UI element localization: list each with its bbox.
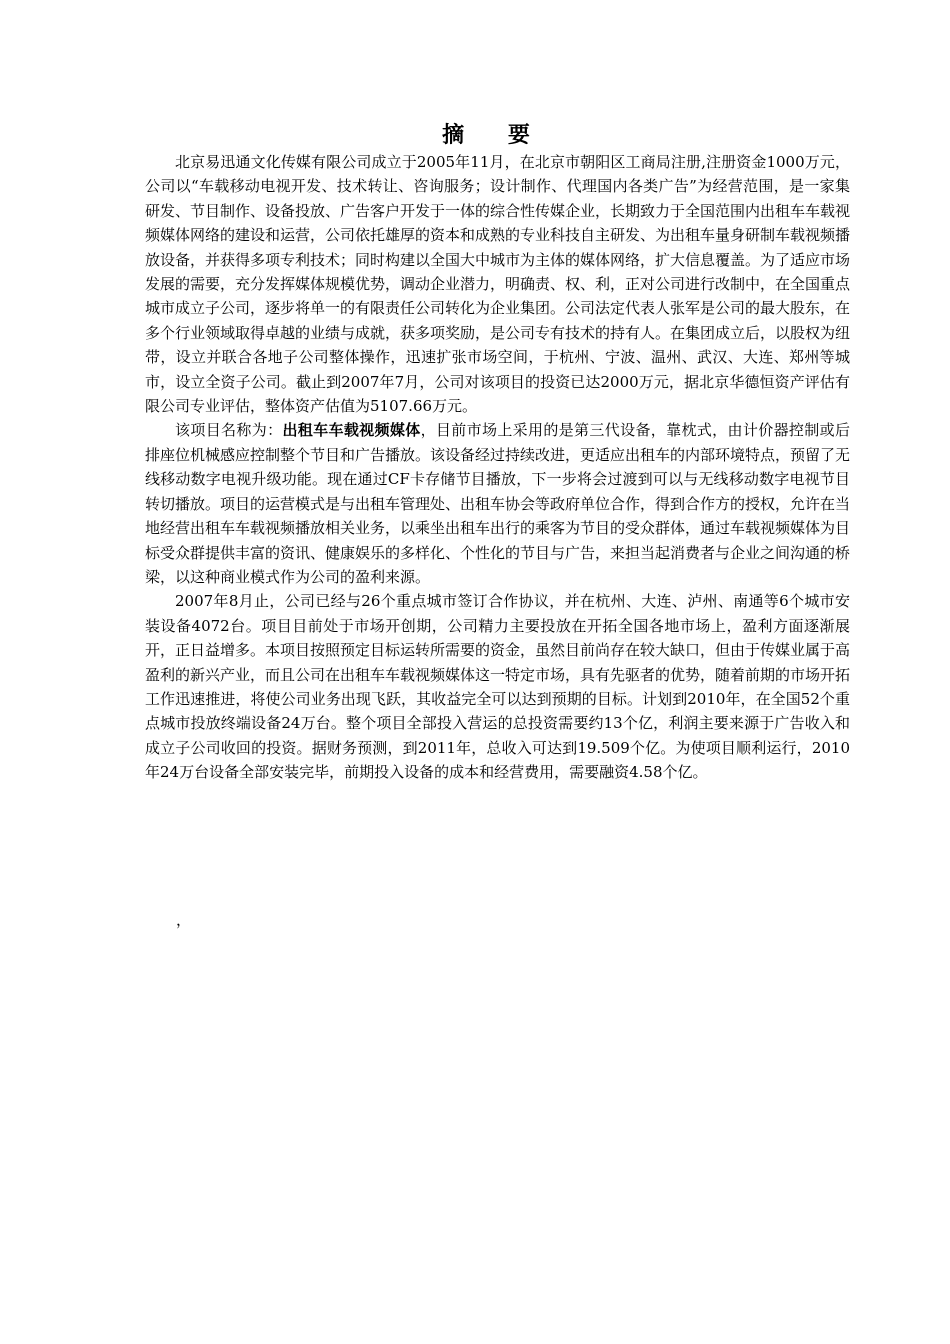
project-name: 出租车车载视频媒体 bbox=[282, 421, 421, 440]
paragraph-company-intro: 北京易迅通文化传媒有限公司成立于2005年11月，在北京市朝阳区工商局注册,注册资金1000万元，公司以“车载移动电视开发、技术转让、咨询服务；设计制作、代理国内各类广告”为经营范围，是一家集研发、节目制作、设备投放、广告客户开发于一体的综合性传媒企业，长期致力于全国范围内出租车车载视频媒体网络的建设和运营，公司依托雄厚的资本和成熟的专业科技自主研发、为出租车量身研制车载视频播放设备，并获得多项专利技术；同时构建以全国大中城市为主体的媒体网络，扩大信息覆盖。为了适应市场发展的需要，充分发挥媒体规模优势，调动企业潜力，明确责、权、利，正对公司进行改制中，在全国重点城市成立子公司，逐步将单一的有限责任公司转化为企业集团。公司法定代表人张军是公司的最大股东，在多个行业领域取得卓越的业绩与成就，获多项奖励，是公司专有技术的持有人。在集团成立后，以股权为纽带，设立并联合各地子公司整体操作，迅速扩张市场空间，于杭州、宁波、温州、武汉、大连、郑州等城市，设立全资子公司。截止到2007年7月，公司对该项目的投资已达2000万元，据北京华德恒资产评估有限公司专业评估，整体资产估值为5107.66万元。 bbox=[145, 153, 851, 416]
project-name-prefix: 该项目名称为： bbox=[175, 421, 283, 440]
document-body bbox=[145, 150, 850, 785]
paragraph-progress-financing: 2007年8月止，公司已经与26个重点城市签订合作协议，并在杭州、大连、泸州、南通等6个城市安装设备4072台。项目目前处于市场开创期，公司精力主要投放在开拓全国各地市场上，盈利方面逐渐展开，正日益增多。本项目按照预定目标运转所需要的资金，虽然目前尚存在较大缺口，但由于传媒业属于高盈利的新兴产业，而且公司在出租车车载视频媒体这一特定市场，具有先驱者的优势，随着前期的市场开拓工作迅速推进，将使公司业务出现飞跃，其收益完全可以达到预期的目标。计划到2010年，在全国52个重点城市投放终端设备24万台。整个项目全部投入营运的总投资需要约13个亿，利润主要来源于广告收入和成立子公司收回的投资。据财务预测，到2011年，总收入可达到19.509个亿。为使项目顺利运行，2010年24万台设备全部安装完毕，前期投入设备的成本和经营费用，需要融资4.58个亿。 bbox=[145, 592, 851, 782]
project-description: ，目前市场上采用的是第三代设备，靠枕式，由计价器控制或后排座位机械感应控制整个节目和广告播放。该设备经过持续改进，更适应出租车的内部环境特点，预留了无线移动数字电视升级功能。现在通过CF卡存储节目播放，下一步将会过渡到可以与无线移动数字电视节目转切播放。项目的运营模式是与出租车管理处、出租车协会等政府单位合作，得到合作方的授权，允许在当地经营出租车车载视频播放相关业务，以乘坐出租车出行的乘客为节目的受众群体，通过车载视频媒体为目标受众群提供丰富的资讯、健康娱乐的多样化、个性化的节目与广告，来担当起消费者与企业之间沟通的桥梁，以这种商业模式作为公司的盈利来源。 bbox=[145, 421, 851, 586]
page-title: 摘 要 bbox=[442, 122, 548, 148]
stray-comma: ， bbox=[176, 911, 192, 929]
paragraph-project-intro bbox=[145, 418, 850, 589]
